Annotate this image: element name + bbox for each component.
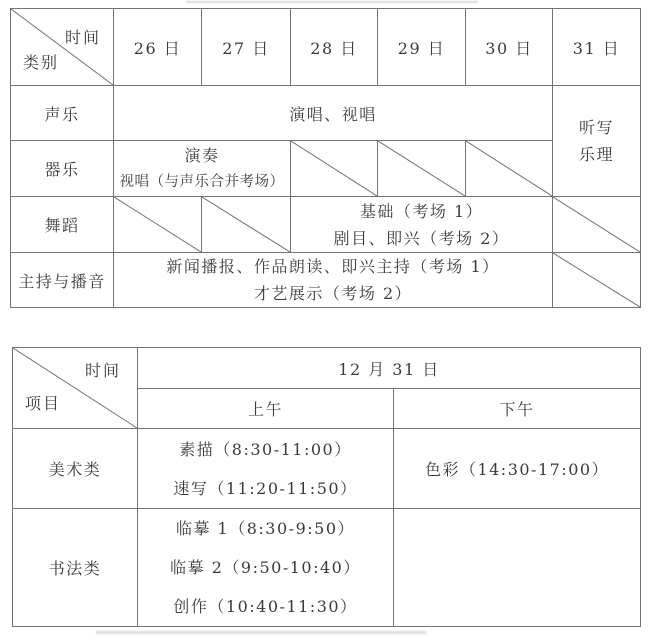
row-label-fine-art: 美术类 xyxy=(13,429,138,509)
day-header-29: 29 日 xyxy=(378,9,466,86)
cell-calligraphy-morning-line3: 创作（10:40-11:30） xyxy=(173,597,358,616)
cell-dance-content xyxy=(291,197,553,253)
col-header-afternoon: 下午 xyxy=(394,389,641,429)
corner-label-project: 项目 xyxy=(25,394,62,413)
cell-dance-line1: 基础（考场 1） xyxy=(359,201,484,221)
cell-vocal-content: 演唱、视唱 xyxy=(114,86,553,141)
cell-instrumental-line2: 视唱（与声乐合并考场） xyxy=(119,173,285,190)
diagonal-line xyxy=(291,141,377,196)
day-header-30: 30 日 xyxy=(466,9,553,86)
diagonal-line xyxy=(466,141,552,196)
row-instrumental xyxy=(11,141,641,197)
diagonal-cell-dance-31 xyxy=(553,197,641,253)
diagonal-line xyxy=(378,141,465,196)
cell-instrumental-content xyxy=(114,141,291,197)
table1-header-row xyxy=(11,9,641,86)
date-header-dec31: 12 月 31 日 xyxy=(138,348,641,389)
cell-fine-art-afternoon: 色彩（14:30-17:00） xyxy=(394,429,641,509)
diagonal-line xyxy=(202,197,290,252)
cell-hosting-content xyxy=(114,253,553,308)
diagonal-line xyxy=(553,253,640,307)
cell-instrumental-line1: 演奏 xyxy=(184,145,220,165)
corner-label-category: 类别 xyxy=(23,53,60,72)
col-header-morning: 上午 xyxy=(138,389,394,429)
corner-header-cell-time-category xyxy=(11,9,114,86)
cell-calligraphy-morning xyxy=(138,509,394,627)
exam-schedule-table-fine-arts xyxy=(12,347,641,627)
diagonal-cell-instrumental-30 xyxy=(466,141,553,197)
cell-calligraphy-morning-line1: 临摹 1（8:30-9:50） xyxy=(175,519,356,538)
cell-calligraphy-morning-line2: 临摹 2（9:50-10:40） xyxy=(170,558,361,577)
diagonal-cell-dance-27 xyxy=(202,197,291,253)
diagonal-cell-instrumental-29 xyxy=(378,141,466,197)
corner-label-time: 时间 xyxy=(84,361,121,380)
cell-fine-art-morning-line2: 速写（11:20-11:50） xyxy=(173,478,358,498)
row-label-dance: 舞蹈 xyxy=(11,197,114,253)
corner-header-cell-time-project xyxy=(13,348,138,429)
scan-artifact-top xyxy=(186,1,478,3)
diagonal-cell-hosting-31 xyxy=(553,253,641,308)
day-header-31: 31 日 xyxy=(553,9,641,86)
day-header-27: 27 日 xyxy=(202,9,291,86)
cell-day31-line2: 乐理 xyxy=(578,145,614,164)
diagonal-cell-instrumental-28 xyxy=(291,141,378,197)
cell-hosting-line2: 才艺展示（考场 2） xyxy=(253,284,413,303)
row-label-vocal: 声乐 xyxy=(11,86,114,141)
row-label-hosting-broadcasting: 主持与播音 xyxy=(11,253,114,308)
row-vocal xyxy=(11,86,641,141)
cell-fine-art-morning-line1: 素描（8:30-11:00） xyxy=(179,439,352,459)
day-header-26: 26 日 xyxy=(114,9,202,86)
cell-calligraphy-afternoon-empty xyxy=(394,509,641,627)
cell-day31-line1: 听写 xyxy=(578,118,614,137)
row-calligraphy xyxy=(13,509,641,627)
diagonal-cell-dance-26 xyxy=(114,197,202,253)
table2-header-row-date xyxy=(13,348,641,389)
scan-artifact-bottom xyxy=(96,631,426,634)
row-hosting-broadcasting xyxy=(11,253,641,308)
diagonal-line xyxy=(114,197,201,252)
corner-label-time: 时间 xyxy=(64,28,101,47)
cell-fine-art-morning xyxy=(138,429,394,509)
row-label-calligraphy: 书法类 xyxy=(13,509,138,627)
exam-schedule-table-performing-arts xyxy=(10,8,641,308)
cell-hosting-line1: 新闻播报、作品朗读、即兴主持（考场 1） xyxy=(166,257,500,276)
row-label-instrumental: 器乐 xyxy=(11,141,114,197)
day-header-28: 28 日 xyxy=(291,9,378,86)
row-dance xyxy=(11,197,641,253)
diagonal-line xyxy=(553,197,640,252)
cell-day31-theory xyxy=(553,86,641,197)
cell-dance-line2: 剧目、即兴（考场 2） xyxy=(333,228,510,248)
row-fine-art xyxy=(13,429,641,509)
